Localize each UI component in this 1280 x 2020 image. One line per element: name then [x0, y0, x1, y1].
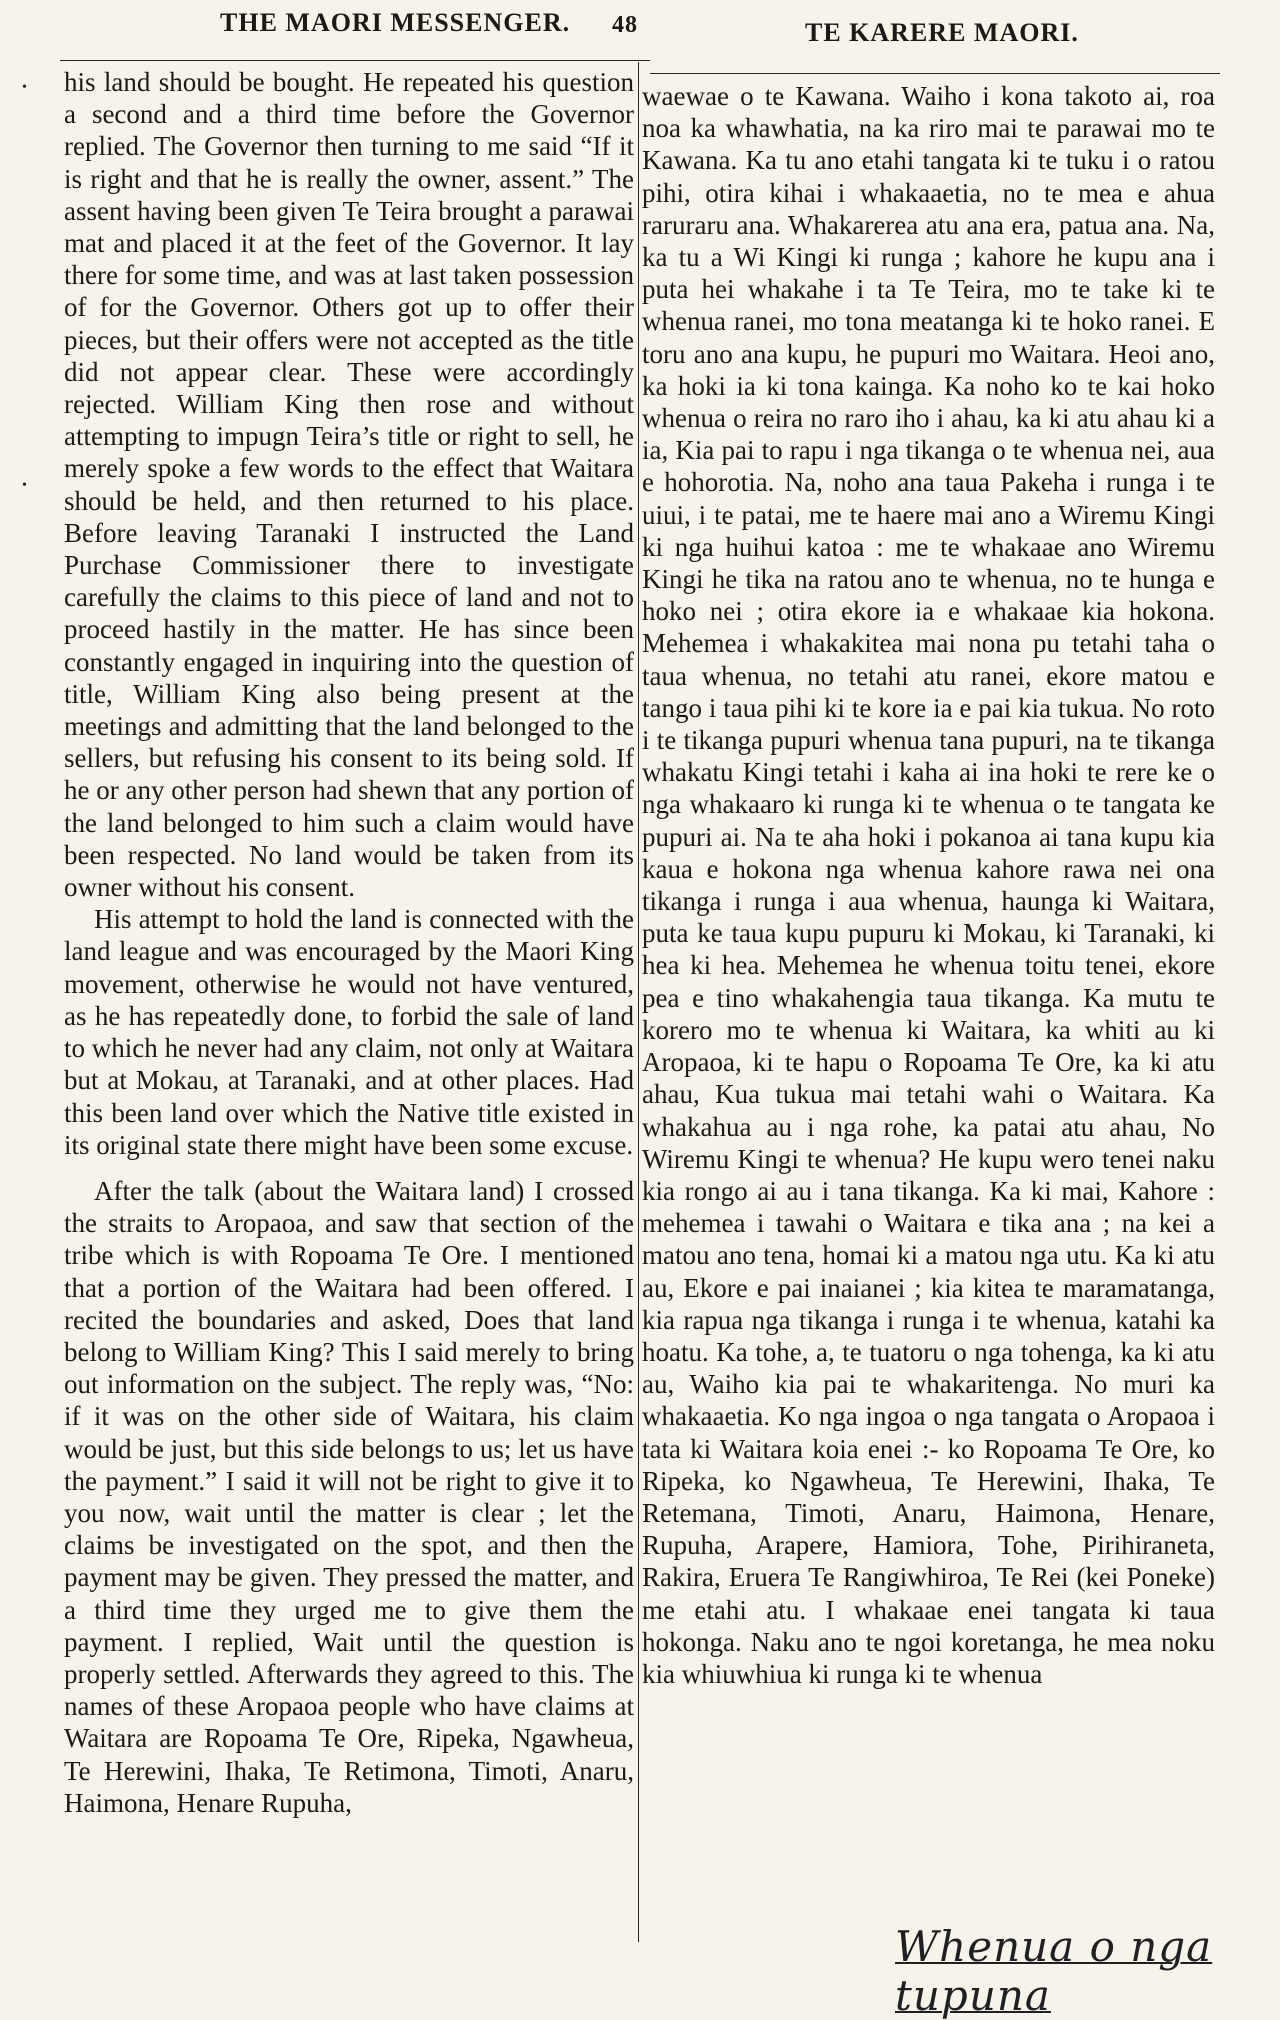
header-title-maori: TE KARERE MAORI.	[805, 18, 1079, 47]
maori-paragraph: waewae o te Kawana. Waiho i kona takoto ai, roa noa ka whawhatia, na ka riro mai te parawai mo te Kawana. Ka tu ano etahi tangata ki te tuku i o ratou pihi, otira kihai i whakaaetia, no te mea e ahua raruraru ana. Whakarerea atu ana era, patua ana. Na, ka tu a Wi Kingi ki runga ; kahore he kupu ana i puta hei whakahe i ta Te Teira, mo te take ki te whenua ranei, mo tona meatanga ki te hoko ranei. E toru ano ana kupu, he pupuri mo Waitara. Heoi ano, ka hoki ia ki tona kainga. Ka noho ko te kai hoko whenua o reira no raro iho i ahau, ka ki atu ahau ki a ia, Kia pai to rapu i nga tikanga o te whenua nei, aua e hohorotia. Na, noho ana taua Pakeha i runga i te uiui, i te patai, me te haere mai ano a Wiremu Kingi ki nga huihui katoa : me te whakaae ano Wiremu Kingi he tika na ratou ano te whenua, no te hunga e hoko nei ; otira ekore ia e whakaae kia hokona. Mehemea i whakakitea mai nona pu tetahi taha o taua whenua, no tetahi atu ranei, ekore matou e tango i taua pihi ki te kore ia e pai kia tukua. No roto i te tikanga pupuri whenua tana pupuri, na te tikanga whakatu Kingi tetahi i kaha ai ina hoki te rere ke o nga whakaaro ki runga ki te whenua o te tangata ke pupuri ai. Na te aha hoki i pokanoa ai tana kupu kia kaua e hokona nga whenua kahore rawa nei ona tikanga i runga i aua whenua, haunga ki Waitara, puta ke taua kupu pupuru ki Mokau, ki Taranaki, ki hea ki hea. Mehemea he whenua toitu tenei, ekore pea e tino whakahengia taua tikanga. Ka mutu te korero mo te whenua ki Waitara, ka whiti au ki Aropaoa, ki te hapu o Ropoama Te Ore, ka ki atu ahau, Kua tukua mai tetahi wahi o Waitara. Ka whakahua au i nga rohe, ka patai atu ahau, No Wiremu Kingi te whenua? He kupu wero tenei naku kia rongo ai au i tana tikanga. Ka ki mai, Kahore : mehemea i tawahi o Waitara e tika ana ; na kei a matou ano tena, homai ki a matou nga utu. Ka ki atu au, Ekore e pai inaianei ; kia kitea te maramatanga, kia rapua nga tikanga i runga i te whenua, katahi ka hoatu. Ka tohe, a, te tuatoru o nga tohenga, ka ki atu au, Waiho kia pai te whakaritenga. No muri ka whakaaetia. Ko nga ingoa o nga tangata o Aropaoa i tata ki Waitara koia enei :- ko Ropoama Te Ore, ko Ripeka, ko Ngawheua, Te Herewini, Ihaka, Te Retemana, Timoti, Anaru, Haimona, Henare, Rupuha, Arapere, Hamiora, Tohe, Pirihiraneta, Rakira, Eruera Te Rangiwhiroa, Te Rei (kei Poneke) me etahi atu. I whakaae enei tangata ki taua hokonga. Naku ano te ngoi koretanga, he mea noku kia whiuwhiua ki runga ki te whenua	[642, 81, 1215, 1689]
column-divider	[638, 62, 639, 1942]
margin-mark-icon: •	[22, 80, 27, 95]
page-number: 48	[612, 12, 638, 38]
header-title-english: THE MAORI MESSENGER.	[220, 8, 571, 37]
maori-column	[642, 80, 1215, 1690]
english-column	[64, 66, 634, 1819]
english-paragraph: His attempt to hold the land is connected with the land league and was encouraged by the Maori King movement, otherwise he would not have ventured, as he has repeatedly done, to forbid the sale of land to which he never had any claim, not only at Waitara but at Mokau, at Taranaki, and at other places. Had this been land over which the Native title existed in its original state there might have been some excuse.	[64, 904, 634, 1160]
header-rule-right	[650, 73, 1220, 74]
page-header	[0, 8, 1280, 52]
header-rule-left	[60, 60, 650, 61]
handwritten-annotation: Whenua o nga tupuna	[895, 1922, 1213, 2020]
english-paragraph: After the talk (about the Waitara land) I crossed the straits to Aropaoa, and saw that section of the tribe which is with Ropoama Te Ore. I mentioned that a portion of the Waitara had been offered. I recited the boundaries and asked, Does that land belong to William King? This I said merely to bring out information on the subject. The reply was, “No: if it was on the other side of Waitara, his claim would be just, but this side belongs to us; let us have the payment.” I said it will not be right to give it to you now, wait until the matter is clear ; let the claims be investigated on the spot, and then the payment may be given. They pressed the matter, and a third time they urged me to give them the payment. I replied, Wait until the question is properly settled. Afterwards they agreed to this. The names of these Aropaoa people who have claims at Waitara are Ropoama Te Ore, Ripeka, Ngawheua, Te Herewini, Ihaka, Te Retimona, Timoti, Anaru, Haimona, Henare Rupuha,	[64, 1175, 634, 1818]
margin-mark-icon: •	[22, 478, 27, 493]
english-paragraph: his land should be bought. He repeated his question a second and a third time before the Governor replied. The Governor then turning to me said “If it is right and that he is really the owner, assent.” The assent having been given Te Teira brought a parawai mat and placed it at the feet of the Governor. It lay there for some time, and was at last taken possession of for the Governor. Others got up to offer their pieces, but their offers were not accepted as the title did not appear clear. These were accordingly rejected. William King then rose and without attempting to impugn Teira’s title or right to sell, he merely spoke a few words to the effect that Waitara should be held, and then returned to his place. Before leaving Taranaki I instructed the Land Purchase Commissioner there to investigate carefully the claims to this piece of land and not to proceed hastily in the matter. He has since been constantly engaged in inquiring into the question of title, William King also being present at the meetings and admitting that the land belonged to the sellers, but refusing his consent to its being sold. If he or any other person had shewn that any portion of the land belonged to him such a claim would have been respected. No land would be taken from its owner without his consent.	[64, 67, 634, 903]
